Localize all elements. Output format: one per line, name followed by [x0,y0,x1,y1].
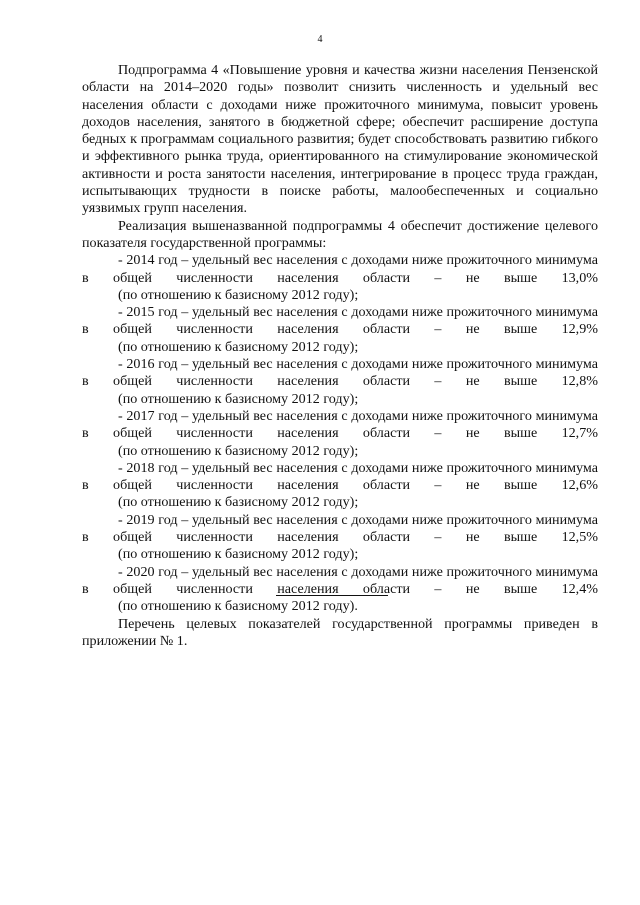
target-text: - 2018 год – удельный вес населения с доходами ниже прожиточного минимума в общей численности населения области – не выше 12,6% [82,459,598,494]
paragraph-appendix-reference: Перечень целевых показателей государственной программы приведен в приложении № 1. [82,615,598,649]
list-item-2018 [82,460,598,512]
target-text: - 2020 год – удельный вес населения с доходами ниже прожиточного минимума в общей численности населения области – не выше 12,4% [82,563,598,597]
paragraph-subprogram-4: Подпрограмма 4 «Повышение уровня и качества жизни населения Пензенской области на 2014–2020 годы» позволит снизить численность и удельный вес населения области с доходами ниже прожиточного минимума, повысит уровень доходов населения, занятого в бюджетной сфере; обеспечит расширение доступа бедных к программам социального развития; будет способствовать развитию гибкого и эффективного рынка труда, ориентированного на стимулирование экономической активности и роста занятости населения, интегрирование в процесс труда граждан, испытывающих трудности в поиске работы, малообеспеченных и социально уязвимых групп населения. [82,62,598,217]
list-item-2017 [82,408,598,460]
page-number: 4 [317,34,323,45]
paragraph-target-intro: Реализация вышеназванной подпрограммы 4 обеспечит достижение целевого показателя государственной программы: [82,217,598,251]
target-text: - 2015 год – удельный вес населения с доходами ниже прожиточного минимума в общей численности населения области – не выше 12,9% [82,304,598,338]
target-text: - 2016 год – удельный вес населения с доходами ниже прожиточного минимума в общей численности населения области – не выше 12,8% [82,356,598,390]
list-item-2016 [82,356,598,408]
target-baseline-note: (по отношению к базисному 2012 году); [118,546,359,563]
target-baseline-note: (по отношению к базисному 2012 году). [118,598,358,615]
target-text: - 2017 год – удельный вес населения с доходами ниже прожиточного минимума в общей численности населения области – не выше 12,7% [82,407,598,442]
list-item-2015 [82,304,598,356]
target-text: - 2019 год – удельный вес населения с доходами ниже прожиточного минимума в общей численности населения области – не выше 12,5% [82,511,598,546]
target-baseline-note: (по отношению к базисному 2012 году); [118,286,359,303]
document-body [82,62,598,650]
target-text: - 2014 год – удельный вес населения с доходами ниже прожиточного минимума в общей численности населения области – не выше 13,0% [82,252,598,286]
list-item-2020 [82,564,598,616]
end-divider [276,595,388,596]
target-list [82,252,598,615]
target-baseline-note: (по отношению к базисному 2012 году); [118,390,359,407]
target-baseline-note: (по отношению к базисному 2012 году); [118,442,359,459]
list-item-2014 [82,252,598,304]
target-baseline-note: (по отношению к базисному 2012 году); [118,494,359,511]
target-baseline-note: (по отношению к базисному 2012 году); [118,338,359,355]
list-item-2019 [82,512,598,564]
